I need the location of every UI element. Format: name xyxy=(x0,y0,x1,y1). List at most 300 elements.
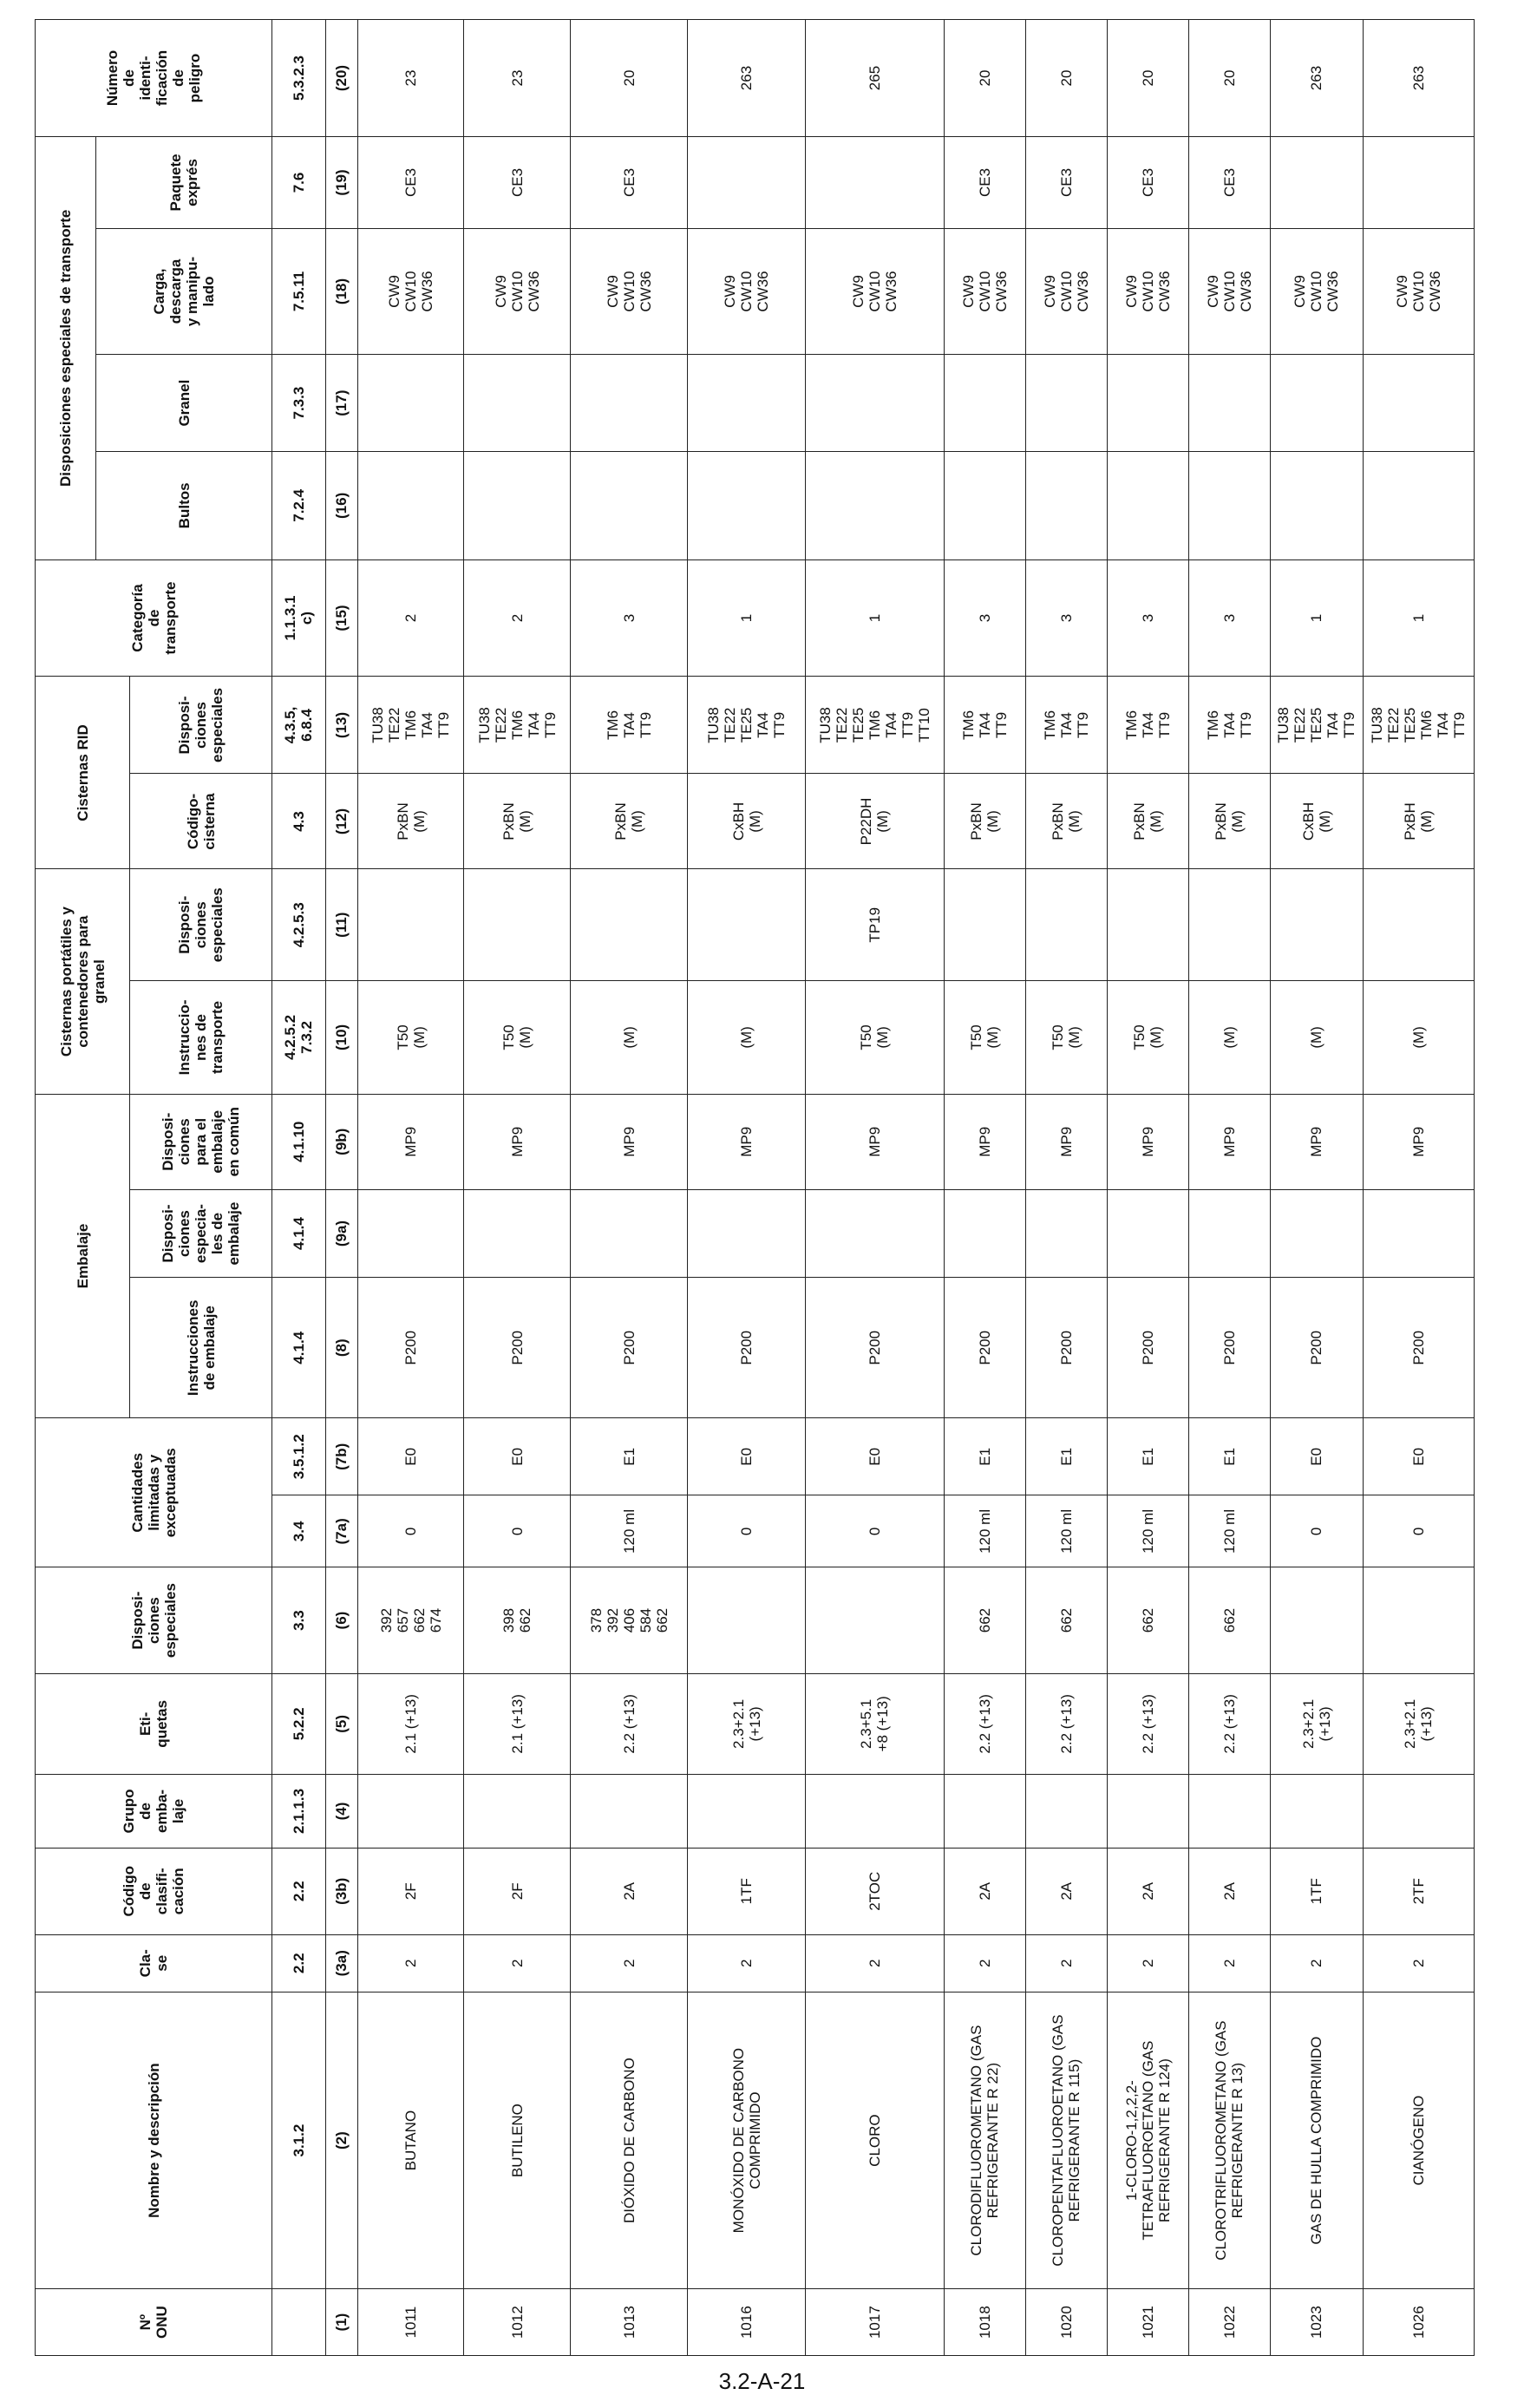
table-cell xyxy=(1107,1189,1188,1278)
table-cell xyxy=(357,452,463,559)
colnum-cell: (7b) xyxy=(325,1418,357,1495)
table-cell xyxy=(357,869,463,981)
table-cell xyxy=(1188,1774,1270,1848)
table-cell: MP9 xyxy=(464,1094,570,1189)
table-cell: 2 xyxy=(1270,1934,1363,1992)
table-cell xyxy=(1107,1774,1188,1848)
table-cell: 2TOC xyxy=(805,1848,944,1934)
table-cell xyxy=(688,1189,806,1278)
table-cell: P200 xyxy=(1363,1278,1474,1418)
table-cell: 120 ml xyxy=(1107,1495,1188,1567)
colnum-cell: (3a) xyxy=(325,1934,357,1992)
table-cell: 662 xyxy=(1188,1567,1270,1673)
table-cell xyxy=(1107,355,1188,452)
substance-name-cell: CLOROTRIFLUOROMETANO (GAS REFRIGERANTE R 13) xyxy=(1188,1992,1270,2288)
table-cell: PxBN (M) xyxy=(1107,774,1188,869)
header-row-1 xyxy=(36,20,96,2356)
table-cell: MP9 xyxy=(1270,1094,1363,1189)
header-transport-category: Categoría de transporte xyxy=(36,559,272,677)
table-cell: P200 xyxy=(1025,1278,1107,1418)
table-cell: E0 xyxy=(357,1418,463,1495)
table-cell: TP19 xyxy=(805,869,944,981)
un-number-cell: 1020 xyxy=(1025,2289,1107,2356)
table-cell: E1 xyxy=(1025,1418,1107,1495)
un-number-cell: 1021 xyxy=(1107,2289,1188,2356)
header-labels: Eti- quetas xyxy=(36,1673,272,1774)
table-cell: MP9 xyxy=(570,1094,688,1189)
table-cell xyxy=(1025,1189,1107,1278)
table-cell: E1 xyxy=(944,1418,1025,1495)
colnum-cell: (13) xyxy=(325,677,357,774)
table-cell: CW9 CW10 CW36 xyxy=(570,228,688,354)
header-bulk: Granel xyxy=(95,355,271,452)
table-cell: 392 657 662 674 xyxy=(357,1567,463,1673)
ref-cell: 7.5.11 xyxy=(272,228,325,354)
colnum-cell: (4) xyxy=(325,1774,357,1848)
reference-row xyxy=(272,20,325,2356)
table-cell: MP9 xyxy=(1107,1094,1188,1189)
table-row xyxy=(464,20,570,2356)
colnum-cell: (7a) xyxy=(325,1495,357,1567)
substance-name-cell: CLORO xyxy=(805,1992,944,2288)
table-cell xyxy=(944,1774,1025,1848)
table-cell: 1 xyxy=(688,559,806,677)
table-cell: 20 xyxy=(570,20,688,137)
table-cell xyxy=(357,1774,463,1848)
table-cell xyxy=(1363,1189,1474,1278)
table-cell: CE3 xyxy=(464,137,570,229)
ref-cell: 4.1.4 xyxy=(272,1189,325,1278)
table-cell xyxy=(944,452,1025,559)
table-cell: CW9 CW10 CW36 xyxy=(688,228,806,354)
table-cell xyxy=(944,355,1025,452)
ref-cell: 3.1.2 xyxy=(272,1992,325,2288)
table-cell: (M) xyxy=(688,981,806,1095)
table-cell: PxBN (M) xyxy=(1025,774,1107,869)
table-cell: 2A xyxy=(1188,1848,1270,1934)
table-cell: MP9 xyxy=(688,1094,806,1189)
table-cell: 0 xyxy=(464,1495,570,1567)
table-cell: CW9 CW10 CW36 xyxy=(944,228,1025,354)
table-cell: 2 xyxy=(944,1934,1025,1992)
header-portable-tanks: Cisternas portátiles y contenedores para granel xyxy=(36,869,130,1094)
table-cell: TU38 TE22 TE25 TM6 TA4 TT9 TT10 xyxy=(805,677,944,774)
table-cell: MP9 xyxy=(1188,1094,1270,1189)
table-cell: 2 xyxy=(1025,1934,1107,1992)
ref-cell: 4.2.5.2 7.3.2 xyxy=(272,981,325,1095)
ref-cell: 4.1.10 xyxy=(272,1094,325,1189)
un-number-cell: 1018 xyxy=(944,2289,1025,2356)
table-cell: CW9 CW10 CW36 xyxy=(1363,228,1474,354)
table-cell: 120 ml xyxy=(1188,1495,1270,1567)
table-cell: 2TF xyxy=(1363,1848,1474,1934)
substance-name-cell: BUTILENO xyxy=(464,1992,570,2288)
header-packages: Bultos xyxy=(95,452,271,559)
table-cell: 120 ml xyxy=(570,1495,688,1567)
table-cell xyxy=(1025,869,1107,981)
un-number-cell: 1012 xyxy=(464,2289,570,2356)
table-cell: 2.3+2.1 (+13) xyxy=(1363,1673,1474,1774)
table-cell xyxy=(1270,1189,1363,1278)
header-pt-special: Disposi- ciones especiales xyxy=(130,869,272,981)
table-cell: 23 xyxy=(357,20,463,137)
table-cell xyxy=(357,355,463,452)
table-cell: 0 xyxy=(1363,1495,1474,1567)
table-cell: 2.2 (+13) xyxy=(1188,1673,1270,1774)
table-cell: CW9 CW10 CW36 xyxy=(1270,228,1363,354)
colnum-cell: (1) xyxy=(325,2289,357,2356)
table-cell: 2 xyxy=(357,1934,463,1992)
table-cell: CW9 CW10 CW36 xyxy=(1025,228,1107,354)
table-cell: 1TF xyxy=(1270,1848,1363,1934)
table-cell: 2.2 (+13) xyxy=(1107,1673,1188,1774)
table-cell: TU38 TE22 TE25 TA4 TT9 xyxy=(1270,677,1363,774)
table-cell: 1 xyxy=(1363,559,1474,677)
table-cell xyxy=(1270,869,1363,981)
table-row xyxy=(1270,20,1363,2356)
table-cell xyxy=(570,1774,688,1848)
header-tank-code: Código- cisterna xyxy=(130,774,272,869)
table-cell: 1 xyxy=(805,559,944,677)
table-cell: P200 xyxy=(688,1278,806,1418)
table-cell xyxy=(1270,1774,1363,1848)
table-cell: 120 ml xyxy=(944,1495,1025,1567)
ref-cell: 4.3.5, 6.8.4 xyxy=(272,677,325,774)
table-cell: 2 xyxy=(464,1934,570,1992)
table-cell: CW9 CW10 CW36 xyxy=(357,228,463,354)
colnum-cell: (9a) xyxy=(325,1189,357,1278)
table-cell: 2 xyxy=(1107,1934,1188,1992)
ref-cell: 3.5.1.2 xyxy=(272,1418,325,1495)
table-cell: 3 xyxy=(570,559,688,677)
table-cell: E1 xyxy=(1107,1418,1188,1495)
header-un-no: Nº ONU xyxy=(36,2289,272,2356)
table-cell xyxy=(464,1774,570,1848)
table-cell xyxy=(1363,1567,1474,1673)
table-cell xyxy=(944,869,1025,981)
substance-name-cell: CLORODIFLUOROMETANO (GAS REFRIGERANTE R 22) xyxy=(944,1992,1025,2288)
ref-cell: 2.2 xyxy=(272,1934,325,1992)
table-cell xyxy=(1107,452,1188,559)
table-cell: TM6 TA4 TT9 xyxy=(1025,677,1107,774)
table-cell xyxy=(688,137,806,229)
colnum-cell: (20) xyxy=(325,20,357,137)
table-cell: PxBH (M) xyxy=(1363,774,1474,869)
substance-name-cell: DIÓXIDO DE CARBONO xyxy=(570,1992,688,2288)
table-cell: P200 xyxy=(357,1278,463,1418)
table-cell: 2.2 (+13) xyxy=(570,1673,688,1774)
table-cell: 2F xyxy=(464,1848,570,1934)
table-cell xyxy=(1363,869,1474,981)
table-row xyxy=(570,20,688,2356)
table-cell: TM6 TA4 TT9 xyxy=(1188,677,1270,774)
table-cell xyxy=(1270,137,1363,229)
table-cell xyxy=(805,1774,944,1848)
ref-cell: 7.6 xyxy=(272,137,325,229)
table-cell: 2 xyxy=(357,559,463,677)
table-cell xyxy=(944,1189,1025,1278)
ref-cell: 3.3 xyxy=(272,1567,325,1673)
colnum-cell: (19) xyxy=(325,137,357,229)
table-cell: T50 (M) xyxy=(464,981,570,1095)
table-cell xyxy=(357,1189,463,1278)
table-cell: 2 xyxy=(1363,1934,1474,1992)
table-cell: 20 xyxy=(944,20,1025,137)
table-cell xyxy=(1025,1774,1107,1848)
table-cell: 2.3+5.1 +8 (+13) xyxy=(805,1673,944,1774)
table-cell: E0 xyxy=(1363,1418,1474,1495)
table-cell: 2 xyxy=(805,1934,944,1992)
table-cell xyxy=(1270,1567,1363,1673)
table-cell: CE3 xyxy=(1025,137,1107,229)
ref-cell: 4.3 xyxy=(272,774,325,869)
un-number-cell: 1011 xyxy=(357,2289,463,2356)
header-rid-tanks: Cisternas RID xyxy=(36,677,130,869)
ref-cell: 2.2 xyxy=(272,1848,325,1934)
table-cell: 0 xyxy=(357,1495,463,1567)
substance-name-cell: 1-CLORO-1,2,2,2- TETRAFLUOROETANO (GAS REFRIGERANTE R 124) xyxy=(1107,1992,1188,2288)
column-number-row xyxy=(325,20,357,2356)
colnum-cell: (3b) xyxy=(325,1848,357,1934)
rotated-table-page xyxy=(35,19,1475,2356)
ref-cell: 5.2.2 xyxy=(272,1673,325,1774)
table-cell: CW9 CW10 CW36 xyxy=(1188,228,1270,354)
colnum-cell: (5) xyxy=(325,1673,357,1774)
table-cell xyxy=(805,1189,944,1278)
table-cell xyxy=(805,355,944,452)
table-cell: 3 xyxy=(1025,559,1107,677)
table-cell: 20 xyxy=(1107,20,1188,137)
table-cell: 0 xyxy=(805,1495,944,1567)
table-cell: P200 xyxy=(464,1278,570,1418)
table-cell: MP9 xyxy=(1363,1094,1474,1189)
table-cell: T50 (M) xyxy=(357,981,463,1095)
colnum-cell: (18) xyxy=(325,228,357,354)
table-cell: PxBN (M) xyxy=(944,774,1025,869)
colnum-cell: (11) xyxy=(325,869,357,981)
table-cell: 2.2 (+13) xyxy=(944,1673,1025,1774)
table-cell: MP9 xyxy=(357,1094,463,1189)
header-packing-group: Grupo de emba- laje xyxy=(36,1774,272,1848)
ref-cell: 3.4 xyxy=(272,1495,325,1567)
header-name: Nombre y descripción xyxy=(36,1992,272,2288)
table-cell: 2.3+2.1 (+13) xyxy=(1270,1673,1363,1774)
substance-name-cell: MONÓXIDO DE CARBONO COMPRIMIDO xyxy=(688,1992,806,2288)
table-cell: E0 xyxy=(464,1418,570,1495)
table-cell: T50 (M) xyxy=(805,981,944,1095)
table-cell: MP9 xyxy=(805,1094,944,1189)
table-cell xyxy=(464,355,570,452)
table-cell: 20 xyxy=(1025,20,1107,137)
table-cell: 2A xyxy=(1025,1848,1107,1934)
table-cell: T50 (M) xyxy=(1025,981,1107,1095)
table-cell: 20 xyxy=(1188,20,1270,137)
table-cell: (M) xyxy=(1363,981,1474,1095)
table-cell: 2.2 (+13) xyxy=(1025,1673,1107,1774)
table-row xyxy=(1363,20,1474,2356)
table-cell: 2F xyxy=(357,1848,463,1934)
table-cell: MP9 xyxy=(944,1094,1025,1189)
table-cell: 2.3+2.1 (+13) xyxy=(688,1673,806,1774)
table-cell: TM6 TA4 TT9 xyxy=(570,677,688,774)
table-cell xyxy=(1363,452,1474,559)
header-tank-special: Disposi- ciones especiales xyxy=(130,677,272,774)
table-cell xyxy=(688,452,806,559)
table-cell: P200 xyxy=(805,1278,944,1418)
un-number-cell: 1017 xyxy=(805,2289,944,2356)
table-cell xyxy=(1025,452,1107,559)
table-cell: 662 xyxy=(944,1567,1025,1673)
table-cell: TM6 TA4 TT9 xyxy=(944,677,1025,774)
table-cell xyxy=(1363,355,1474,452)
table-cell: 120 ml xyxy=(1025,1495,1107,1567)
table-cell xyxy=(1270,355,1363,452)
table-cell: 2.1 (+13) xyxy=(357,1673,463,1774)
ref-cell: 4.2.5.3 xyxy=(272,869,325,981)
table-cell: E0 xyxy=(688,1418,806,1495)
table-cell: (M) xyxy=(570,981,688,1095)
table-cell: 3 xyxy=(1188,559,1270,677)
colnum-cell: (9b) xyxy=(325,1094,357,1189)
colnum-cell: (8) xyxy=(325,1278,357,1418)
header-packing-instructions: Instrucciones de embalaje xyxy=(130,1278,272,1418)
table-cell: CxBH (M) xyxy=(688,774,806,869)
table-cell xyxy=(1270,452,1363,559)
header-hazard-id: Número de identi- ficación de peligro xyxy=(36,20,272,137)
colnum-cell: (12) xyxy=(325,774,357,869)
table-cell: 398 662 xyxy=(464,1567,570,1673)
substance-name-cell: BUTANO xyxy=(357,1992,463,2288)
dangerous-goods-table xyxy=(35,19,1475,2356)
table-row xyxy=(688,20,806,2356)
table-cell: E0 xyxy=(805,1418,944,1495)
table-cell: T50 (M) xyxy=(944,981,1025,1095)
table-cell xyxy=(570,869,688,981)
table-cell: (M) xyxy=(1188,981,1270,1095)
table-cell xyxy=(1025,355,1107,452)
table-cell: P200 xyxy=(1270,1278,1363,1418)
table-cell xyxy=(464,1189,570,1278)
table-cell xyxy=(1188,1189,1270,1278)
table-row xyxy=(944,20,1025,2356)
ref-cell xyxy=(272,2289,325,2356)
table-cell xyxy=(1363,137,1474,229)
ref-cell: 7.3.3 xyxy=(272,355,325,452)
table-cell: TU38 TE22 TM6 TA4 TT9 xyxy=(357,677,463,774)
table-cell xyxy=(464,869,570,981)
ref-cell: 5.3.2.3 xyxy=(272,20,325,137)
table-cell xyxy=(1107,869,1188,981)
table-cell: T50 (M) xyxy=(1107,981,1188,1095)
table-cell: 1 xyxy=(1270,559,1363,677)
table-cell: P200 xyxy=(570,1278,688,1418)
table-cell: E1 xyxy=(1188,1418,1270,1495)
header-limited-quantities: Cantidades limitadas y exceptuadas xyxy=(36,1418,272,1567)
table-cell xyxy=(1363,1774,1474,1848)
table-cell: CE3 xyxy=(1188,137,1270,229)
header-class-code: Código de clasifi- cación xyxy=(36,1848,272,1934)
data-rows xyxy=(357,20,1474,2356)
table-cell xyxy=(1188,452,1270,559)
table-cell: PxBN (M) xyxy=(357,774,463,869)
un-number-cell: 1013 xyxy=(570,2289,688,2356)
colnum-cell: (10) xyxy=(325,981,357,1095)
table-cell: PxBN (M) xyxy=(570,774,688,869)
header-class: Cla- se xyxy=(36,1934,272,1992)
table-cell: TU38 TE22 TE25 TM6 TA4 TT9 xyxy=(1363,677,1474,774)
table-cell xyxy=(464,452,570,559)
table-cell: 662 xyxy=(1107,1567,1188,1673)
colnum-cell: (2) xyxy=(325,1992,357,2288)
table-cell: CW9 CW10 CW36 xyxy=(1107,228,1188,354)
header-loading: Carga, descarga y manipu- lado xyxy=(95,228,271,354)
table-cell: CW9 CW10 CW36 xyxy=(805,228,944,354)
table-cell: P200 xyxy=(1107,1278,1188,1418)
table-cell xyxy=(570,1189,688,1278)
table-cell: 1TF xyxy=(688,1848,806,1934)
table-cell xyxy=(805,1567,944,1673)
page-number: 3.2-A-21 xyxy=(718,2368,806,2394)
table-cell: E1 xyxy=(570,1418,688,1495)
header-special-provisions: Disposi- ciones especiales xyxy=(36,1567,272,1673)
table-cell xyxy=(1188,869,1270,981)
un-number-cell: 1016 xyxy=(688,2289,806,2356)
table-cell xyxy=(570,452,688,559)
colnum-cell: (16) xyxy=(325,452,357,559)
table-cell: 2 xyxy=(570,1934,688,1992)
table-cell: 2 xyxy=(1188,1934,1270,1992)
header-express: Paquete exprés xyxy=(95,137,271,229)
table-cell: PxBN (M) xyxy=(1188,774,1270,869)
table-cell: 0 xyxy=(688,1495,806,1567)
table-cell xyxy=(688,1774,806,1848)
ref-cell: 4.1.4 xyxy=(272,1278,325,1418)
table-cell: 3 xyxy=(944,559,1025,677)
table-cell: 265 xyxy=(805,20,944,137)
table-cell: P22DH (M) xyxy=(805,774,944,869)
table-row xyxy=(1188,20,1270,2356)
table-cell: 263 xyxy=(688,20,806,137)
table-cell: E0 xyxy=(1270,1418,1363,1495)
table-cell: TU38 TE22 TE25 TA4 TT9 xyxy=(688,677,806,774)
ref-cell: 7.2.4 xyxy=(272,452,325,559)
table-cell: 2.1 (+13) xyxy=(464,1673,570,1774)
table-cell: 378 392 406 584 662 xyxy=(570,1567,688,1673)
table-cell: PxBN (M) xyxy=(464,774,570,869)
table-cell: CE3 xyxy=(357,137,463,229)
table-cell: TM6 TA4 TT9 xyxy=(1107,677,1188,774)
ref-cell: 2.1.1.3 xyxy=(272,1774,325,1848)
table-cell: 2 xyxy=(464,559,570,677)
colnum-cell: (17) xyxy=(325,355,357,452)
table-cell xyxy=(805,452,944,559)
table-cell xyxy=(1188,355,1270,452)
table-cell: 3 xyxy=(1107,559,1188,677)
un-number-cell: 1026 xyxy=(1363,2289,1474,2356)
table-cell: 662 xyxy=(1025,1567,1107,1673)
table-cell xyxy=(805,137,944,229)
substance-name-cell: CLOROPENTAFLUOROETANO (GAS REFRIGERANTE R 115) xyxy=(1025,1992,1107,2288)
un-number-cell: 1022 xyxy=(1188,2289,1270,2356)
table-cell: TU38 TE22 TM6 TA4 TT9 xyxy=(464,677,570,774)
colnum-cell: (6) xyxy=(325,1567,357,1673)
table-cell: 263 xyxy=(1363,20,1474,137)
table-cell: 23 xyxy=(464,20,570,137)
header-special-transport: Disposiciones especiales de transporte xyxy=(36,137,96,560)
table-cell: (M) xyxy=(1270,981,1363,1095)
table-cell xyxy=(688,355,806,452)
header-packaging: Embalaje xyxy=(36,1094,130,1417)
